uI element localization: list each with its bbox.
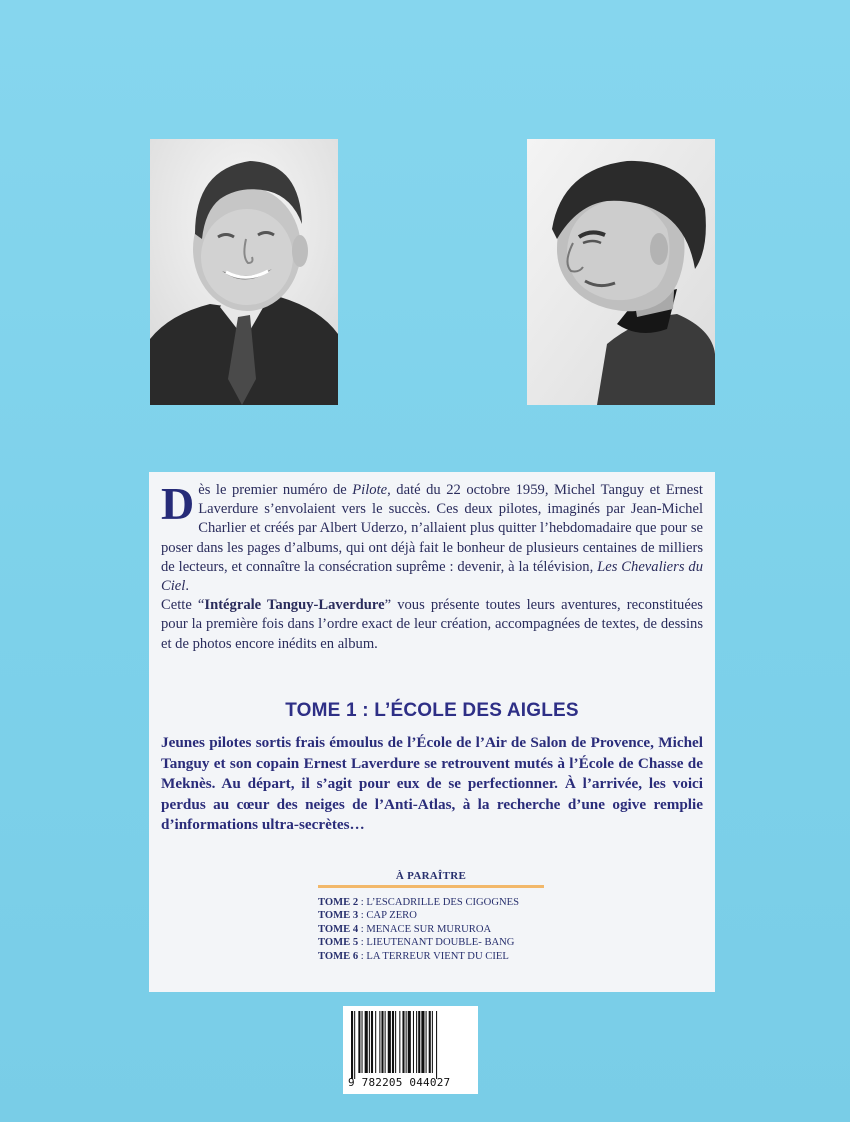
upcoming-divider <box>318 885 544 888</box>
barcode-bar <box>432 1011 433 1073</box>
upcoming-item: TOME 2 : L’ESCADRILLE DES CIGOGNES <box>318 897 519 908</box>
intro-paragraph-1: ès le premier numéro de Pilote, daté du 22 octobre 1959, Michel Tanguy et Ernest Laverdure s’envolaient vers le succès. Ces deux pilotes, imaginés par Jean-Michel Charlier et créés par Albert Uderzo, n’allaient plus quitter l’hebdomadaire que pour se poser dans les pages d’albums, qui ont déjà fait le bonheur de plusieurs centaines de milliers de lecteurs, et connaître la consécration suprême : devenir, à la télévision, Les Chevaliers du Ciel. <box>161 482 703 595</box>
author-photo-left <box>150 139 338 405</box>
barcode-bar <box>399 1011 400 1073</box>
drop-cap: D <box>161 478 195 529</box>
upcoming-item: TOME 3 : CAP ZERO <box>318 910 417 922</box>
barcode-bar <box>395 1011 396 1073</box>
integrale-name: Intégrale Tanguy-Laverdure <box>204 597 385 614</box>
barcode-bar <box>379 1011 380 1073</box>
barcode-bar <box>426 1011 427 1073</box>
barcode-bar <box>429 1011 431 1073</box>
intro-text <box>161 478 703 654</box>
barcode-bar <box>375 1011 376 1073</box>
upcoming-item: TOME 6 : LA TERREUR VIENT DU CIEL <box>318 950 509 962</box>
barcode-bars <box>349 1011 472 1079</box>
pilote-title: Pilote <box>352 482 388 498</box>
intro-paragraph-2: Cette “Intégrale Tanguy-Laverdure” vous présente toutes leurs aventures, reconstituées pour la première fois dans l’ordre exact de leur création, accompagnées de textes, de dessins et de photos encore inédits en album. <box>161 597 703 652</box>
barcode-bar <box>392 1011 394 1073</box>
upcoming-item: TOME 4 : MENACE SUR MURUROA <box>318 923 492 935</box>
upcoming-list <box>318 896 578 963</box>
barcode-bar <box>351 1011 353 1079</box>
barcode-bar <box>402 1011 404 1073</box>
barcode-bar <box>369 1011 370 1073</box>
barcode-bar <box>436 1011 437 1079</box>
barcode-bar <box>385 1011 386 1073</box>
barcode-bar <box>421 1011 424 1073</box>
chevaliers-title: Les Chevaliers du Ciel <box>161 558 703 595</box>
barcode-bar <box>406 1011 407 1073</box>
barcode-bar <box>408 1011 411 1073</box>
barcode-bar <box>365 1011 368 1073</box>
isbn-number: 9 782205 044027 <box>348 1076 451 1089</box>
tome-title: TOME 1 : L’ÉCOLE DES AIGLES <box>285 700 579 721</box>
tome-summary: Jeunes pilotes sortis frais émoulus de l’École de l’Air de Salon de Provence, Michel Tanguy et son copain Ernest Laverdure se retrouvent mutés à l’École de Chasse de Meknès. Au départ, il s’agit pour eux de se perfectionner. À l’arrivée, les voici perdus au cœur des neiges de l’Anti-Atlas, à la recherche d’une ogive remplie d’informations ultra-secrètes… <box>161 734 703 834</box>
barcode-bar <box>416 1011 417 1073</box>
barcode-bar <box>362 1011 363 1073</box>
author-photo-right <box>527 139 715 405</box>
upcoming-item: TOME 5 : LIEUTENANT DOUBLE- BANG <box>318 937 515 949</box>
upcoming-heading: À PARAÎTRE <box>395 870 467 882</box>
barcode-bar <box>371 1011 373 1073</box>
barcode-bar <box>358 1011 360 1073</box>
barcode-bar <box>418 1011 420 1073</box>
barcode-bar <box>388 1011 391 1073</box>
barcode-bar <box>381 1011 383 1073</box>
barcode-bar <box>354 1011 355 1079</box>
barcode-bar <box>413 1011 414 1073</box>
